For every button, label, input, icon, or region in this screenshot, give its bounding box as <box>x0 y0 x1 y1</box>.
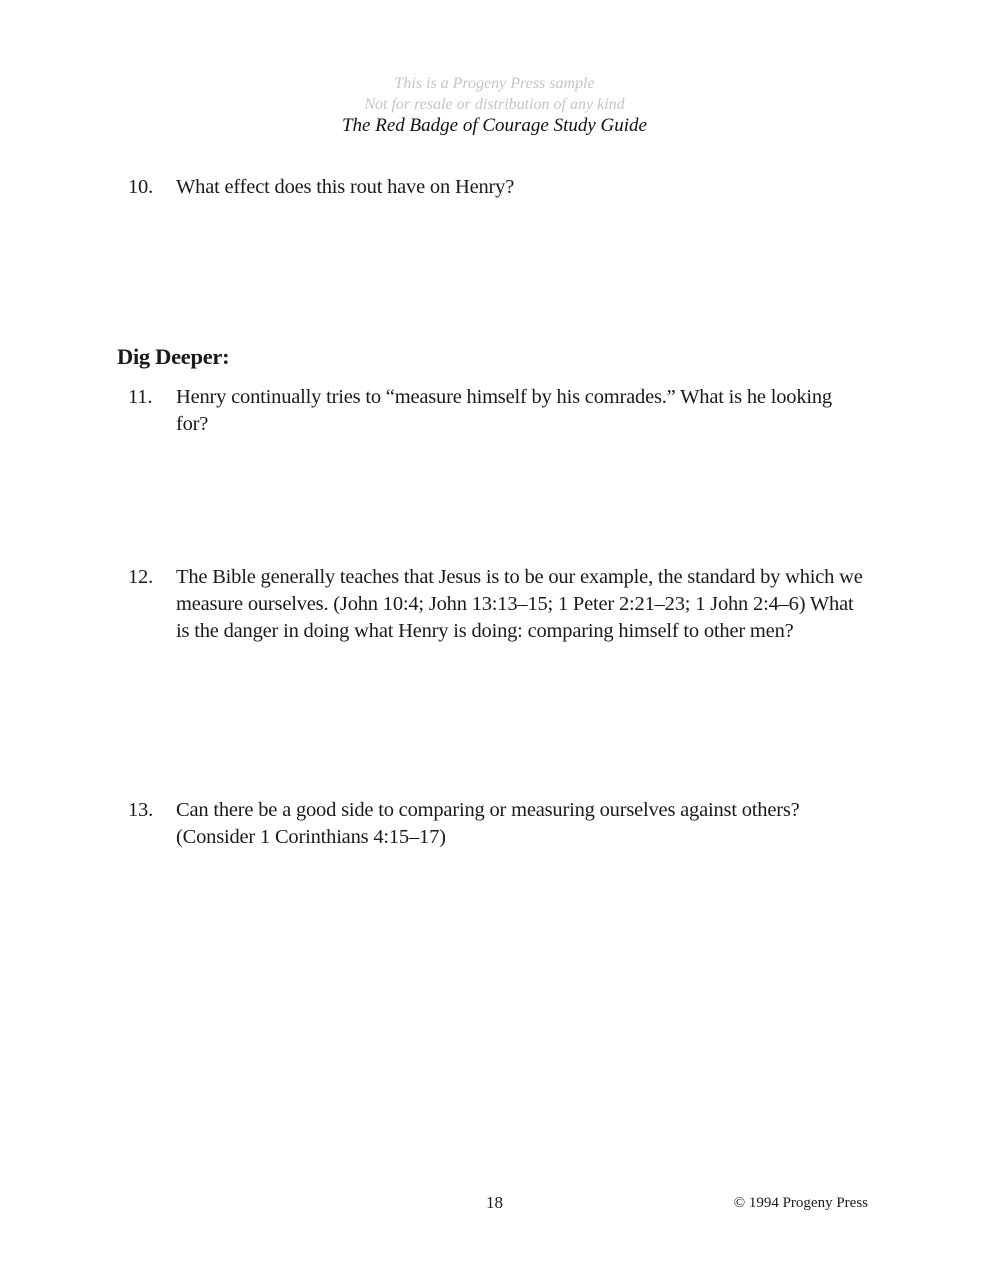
page-header <box>0 73 989 137</box>
question-11 <box>128 384 868 438</box>
question-text: What effect does this rout have on Henry? <box>176 176 515 198</box>
page-number: 18 <box>486 1193 503 1212</box>
copyright-notice: © 1994 Progeny Press <box>733 1195 868 1211</box>
watermark-line-1: This is a Progeny Press sample <box>394 75 595 92</box>
question-text: Can there be a good side to comparing or measuring ourselves against others? (Consider 1 Corinthians 4:15–17) <box>176 799 800 848</box>
question-10 <box>128 174 868 201</box>
question-text: Henry continually tries to “measure himself by his comrades.” What is he looking for? <box>176 386 832 435</box>
question-number: 13. <box>128 799 154 821</box>
question-text: The Bible generally teaches that Jesus is to be our example, the standard by which we measure ourselves. (John 10:4; John 13:13–15; 1 Peter 2:21–23; 1 John 2:4–6) What is the danger in doing what Henry is doing: comparing himself to other men? <box>176 566 863 642</box>
guide-title: The Red Badge of Courage Study Guide <box>341 115 647 136</box>
question-number: 10. <box>128 176 154 198</box>
watermark-line-2: Not for resale or distribution of any kind <box>364 96 625 113</box>
section-heading-dig-deeper: Dig Deeper: <box>117 344 230 369</box>
question-number: 11. <box>128 386 153 408</box>
question-12 <box>128 564 868 645</box>
question-13 <box>128 797 868 851</box>
question-number: 12. <box>128 566 154 588</box>
